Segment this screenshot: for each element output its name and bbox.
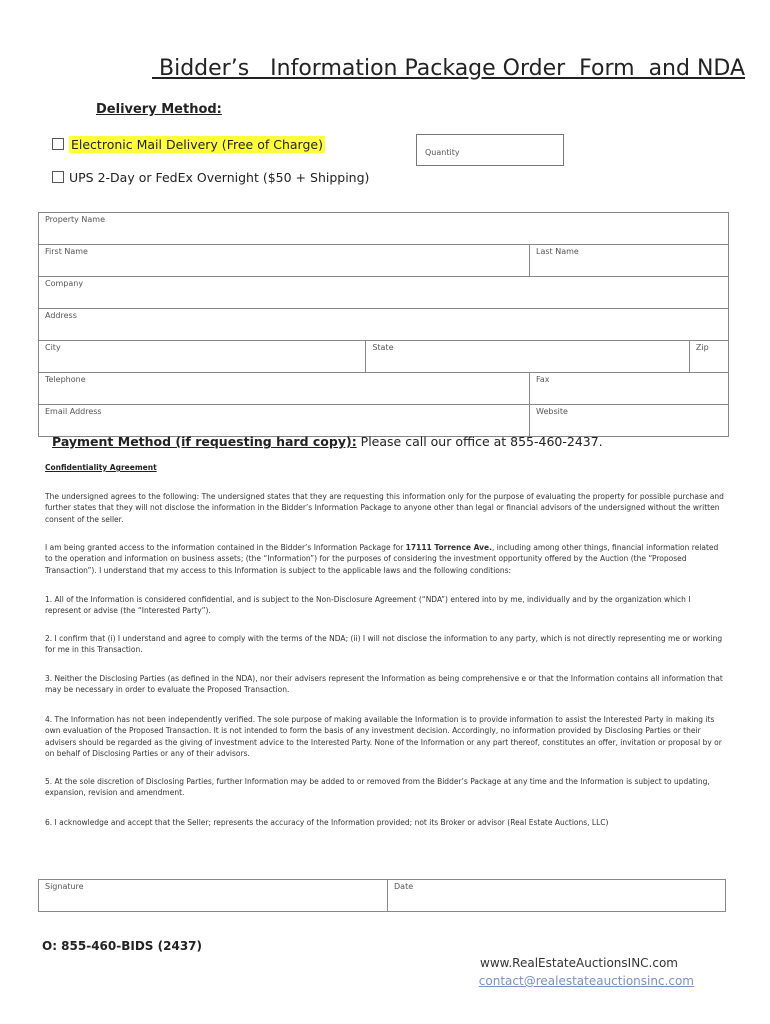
quantity-field[interactable]	[416, 134, 564, 166]
city-field[interactable]	[39, 341, 366, 373]
email-address-field[interactable]	[39, 405, 530, 437]
last-name-field[interactable]	[530, 245, 729, 277]
quantity-label: Quantity	[425, 148, 460, 157]
agreement-item-4: 4. The Information has not been independently verified. The sole purpose of making available the Information is to provide information to assist the Interested Party in making its own evaluation of the Proposed Transaction. It is not intended to form the basis of any investment decision. Accordingly, no information provided by Disclosing Parties or their advisers should be regarded as the giving of investment advice to the Interested Party. None of the Information or any part thereof, constitutes an offer, invitation or proposal by or on behalf of Disclosing Parties or any of their advisors.	[45, 715, 722, 758]
signature-label: Signature	[45, 882, 84, 891]
property-name-label: Property Name	[45, 215, 105, 224]
email-delivery-label: Electronic Mail Delivery (Free of Charge)	[71, 137, 323, 152]
state-label: State	[372, 343, 394, 352]
telephone-field[interactable]	[39, 373, 530, 405]
access-property: 17111 Torrence Ave.	[405, 543, 492, 552]
ups-delivery-option[interactable]	[52, 170, 369, 185]
ups-delivery-checkbox[interactable]	[52, 171, 64, 183]
property-name-field[interactable]	[39, 213, 729, 245]
company-field[interactable]	[39, 277, 729, 309]
first-name-field[interactable]	[39, 245, 530, 277]
website-link[interactable]: www.RealEstateAuctionsINC.com	[480, 956, 678, 970]
payment-method	[52, 434, 603, 449]
payment-method-label: Payment Method (if requesting hard copy):	[52, 434, 357, 449]
first-name-label: First Name	[45, 247, 88, 256]
delivery-method-heading: Delivery Method:	[96, 102, 222, 117]
confidentiality-heading: Confidentiality Agreement	[45, 463, 157, 472]
agreement-item-1: 1. All of the Information is considered confidential, and is subject to the Non-Disclosure Agreement (“NDA”) entered into by me, individually and by the organization which I represent or advise (the “Interested Party”).	[45, 595, 691, 616]
telephone-label: Telephone	[45, 375, 86, 384]
address-field[interactable]	[39, 309, 729, 341]
address-label: Address	[45, 311, 77, 320]
signature-block	[38, 879, 726, 912]
last-name-label: Last Name	[536, 247, 579, 256]
contact-email-link[interactable]: contact@realestateauctionsinc.com	[478, 974, 694, 988]
email-delivery-checkbox[interactable]	[52, 138, 64, 150]
zip-field[interactable]	[689, 341, 728, 373]
ups-delivery-label: UPS 2-Day or FedEx Overnight ($50 + Shipping)	[69, 170, 370, 185]
agreement-item-6: 6. I acknowledge and accept that the Seller; represents the accuracy of the Information provided; not its Broker or advisor (Real Estate Auctions, LLC)	[45, 818, 609, 827]
agreement-item-5: 5. At the sole discretion of Disclosing Parties, further Information may be added to or removed from the Bidder’s Package at any time and the Information is subject to updating, expansion, revision and amendment.	[45, 777, 710, 798]
agreement-item-3: 3. Neither the Disclosing Parties (as defined in the NDA), nor their advisers represent the Information as being comprehensive e or that the Information contains all information that may be necessary in order to evaluate the Proposed Transaction.	[45, 674, 723, 695]
agreement-item-2: 2. I confirm that (i) I understand and agree to comply with the terms of the NDA; (ii) I will not disclose the information to any party, which is not directly representing me or working for me in this Transaction.	[45, 634, 723, 655]
page-title: Bidder’s Information Package Order Form and NDA	[152, 56, 746, 81]
company-label: Company	[45, 279, 84, 288]
access-text-pre: I am being granted access to the information contained in the Bidder’s Information Package for	[45, 543, 406, 552]
date-label: Date	[394, 882, 414, 891]
agreement-access	[45, 542, 725, 576]
email-delivery-option[interactable]	[52, 137, 325, 152]
city-label: City	[45, 343, 61, 352]
email-address-label: Email Address	[45, 407, 102, 416]
payment-method-text: Please call our office at 855-460-2437.	[356, 434, 603, 449]
state-field[interactable]	[366, 341, 690, 373]
agreement-intro: The undersigned agrees to the following: The undersigned states that they are requesting this information only for the purpose of evaluating the property for possible purchase and further states that they will not disclose the information in the Bidder’s Information Package to anyone other than legal or financial advisors of the undersigned without the written consent of the seller.	[45, 492, 724, 524]
date-field[interactable]	[388, 880, 726, 912]
zip-label: Zip	[695, 343, 709, 352]
office-phone: O: 855-460-BIDS (2437)	[42, 939, 202, 953]
fax-label: Fax	[536, 375, 550, 384]
website-label: Website	[536, 407, 568, 416]
access-text-post: , including among other things, financial information related to the operation and information on business assets; (the “Information”) for the purposes of considering the investment opportunity offered by the Auction (the “Proposed Transaction”). I understand that my access to this Information is subject to the applicable laws and the following conditions:	[45, 543, 719, 575]
website-field[interactable]	[530, 405, 729, 437]
signature-field[interactable]	[39, 880, 388, 912]
fax-field[interactable]	[530, 373, 729, 405]
bidder-info-form	[38, 212, 729, 437]
